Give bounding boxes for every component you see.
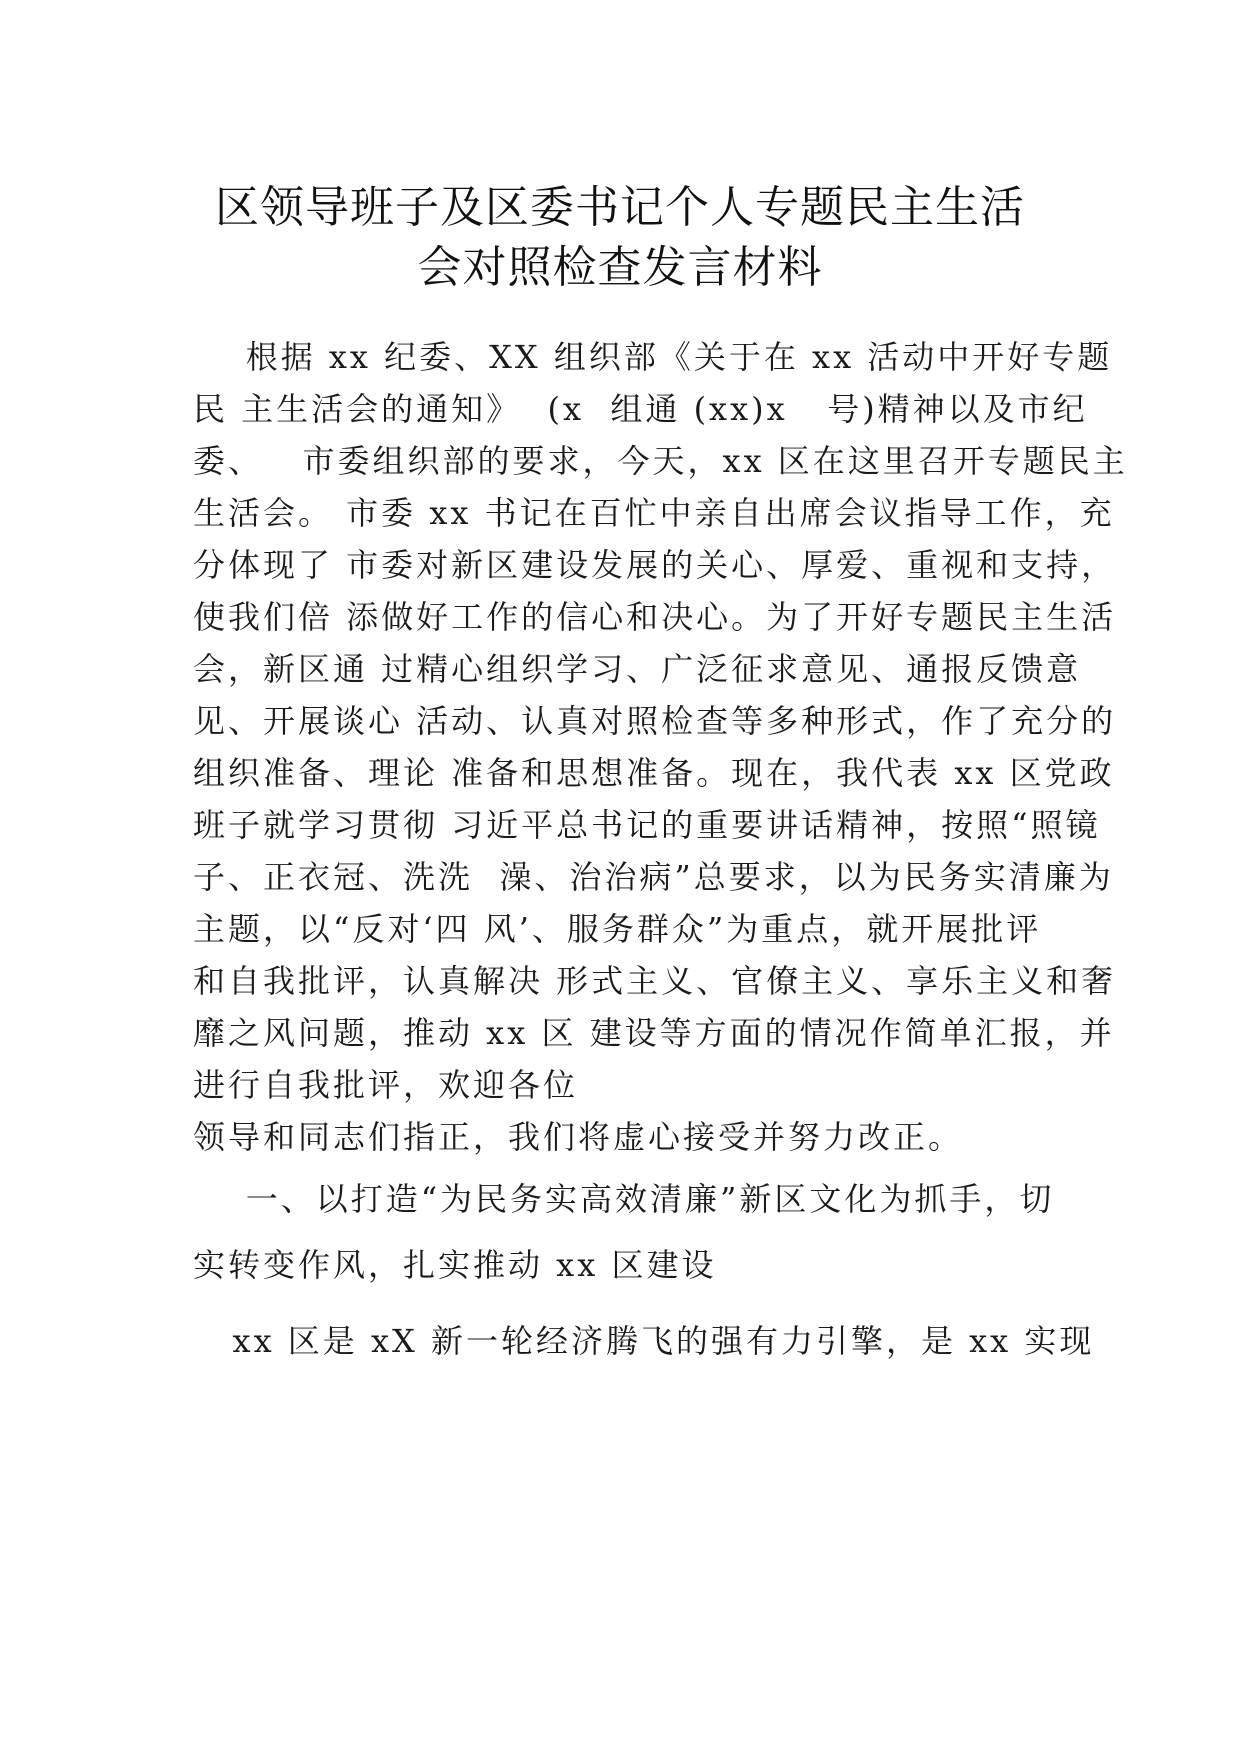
body-line: 生活会。 市委 xx 书记在百忙中亲自出席会议指导工作，充 xyxy=(193,494,1115,532)
body-line: 根据 xx 纪委、XX 组织部《关于在 xx 活动中开好专题 xyxy=(193,338,1113,376)
body-line: 民 主生活会的通知》 (x 组通 (xx)x 号)精神以及市纪 xyxy=(193,390,1088,428)
section-heading-line: 实转变作风，扎实推动 xx 区建设 xyxy=(193,1246,717,1284)
body-line: 使我们倍 添做好工作的信心和决心。为了开好专题民主生活 xyxy=(193,598,1117,636)
document-title-line-1: 区领导班子及区委书记个人专题民主生活 xyxy=(215,182,1025,233)
document-title-line-2: 会对照检查发言材料 xyxy=(417,242,823,293)
body-line: 和自我批评，认真解决 形式主义、官僚主义、享乐主义和奢 xyxy=(193,962,1117,1000)
body-line: 分体现了 市委对新区建设发展的关心、厚爱、重视和支持， xyxy=(193,546,1117,584)
body-line: 会，新区通 过精心组织学习、广泛征求意见、通报反馈意 xyxy=(193,650,1082,688)
body-line: 主题，以“反对‘四 风’、服务群众”为重点，就开展批评 xyxy=(193,910,1042,948)
body-line: 见、开展谈心 活动、认真对照检查等多种形式，作了充分的 xyxy=(193,702,1117,740)
section-heading-line: 一、以打造“为民务实高效清廉”新区文化为抓手，切 xyxy=(193,1180,1055,1218)
body-line: 领导和同志们指正，我们将虚心接受并努力改正。 xyxy=(193,1118,964,1156)
body-line: 进行自我批评，欢迎各位 xyxy=(193,1066,579,1104)
body-line: xx 区是 xX 新一轮经济腾飞的强有力引擎，是 xx 实现 xyxy=(193,1322,1095,1360)
body-line: 靡之风问题，推动 xx 区 建设等方面的情况作简单汇报，并 xyxy=(193,1014,1115,1052)
body-line: 组织准备、理论 准备和思想准备。现在，我代表 xx 区党政 xyxy=(193,754,1115,792)
body-line: 委、 市委组织部的要求，今天，xx 区在这里召开专题民主 xyxy=(193,442,1128,480)
body-line: 子、正衣冠、洗洗 澡、治治病”总要求，以为民务实清廉为 xyxy=(193,858,1114,896)
body-line: 班子就学习贯彻 习近平总书记的重要讲话精神，按照“照镜 xyxy=(193,806,1101,844)
